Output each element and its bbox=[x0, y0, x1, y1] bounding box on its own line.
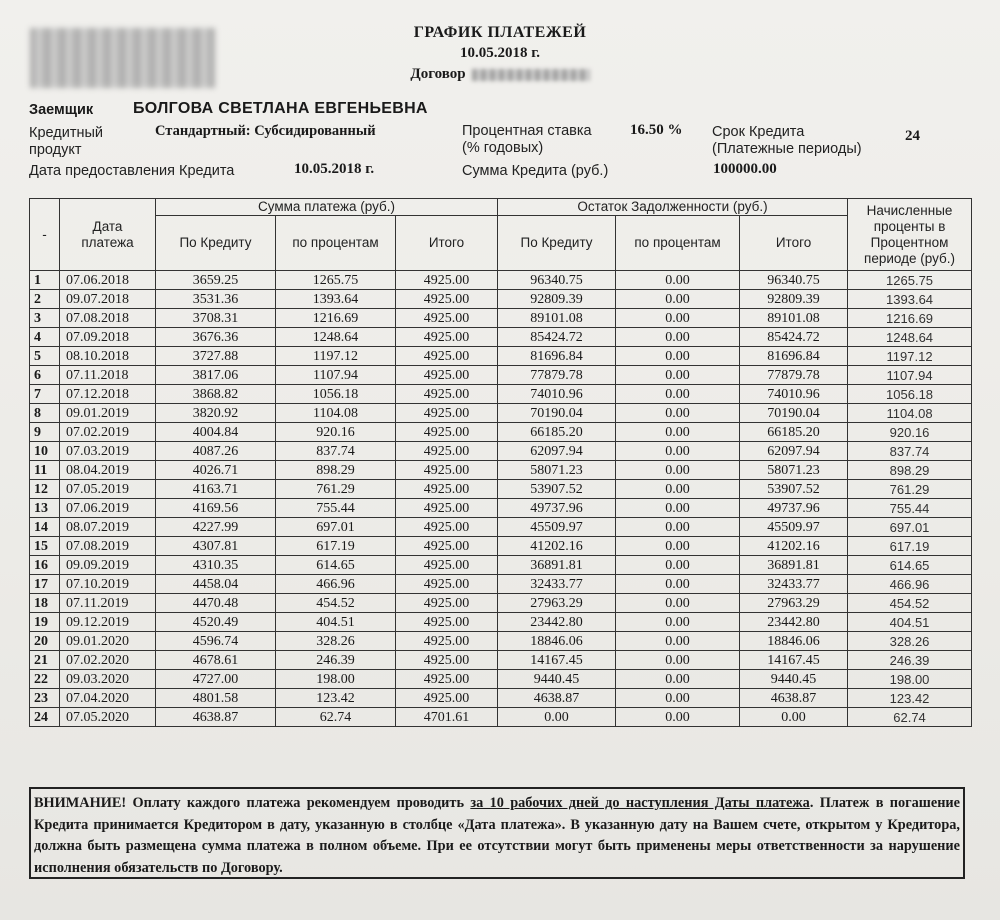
balance-interest: 0.00 bbox=[616, 480, 740, 499]
row-number: 19 bbox=[30, 613, 60, 632]
payment-credit: 4678.61 bbox=[156, 651, 276, 670]
balance-credit: 23442.80 bbox=[498, 613, 616, 632]
table-row bbox=[30, 518, 972, 537]
accrued-interest: 1197.12 bbox=[848, 347, 972, 366]
balance-interest: 0.00 bbox=[616, 385, 740, 404]
accrued-interest: 920.16 bbox=[848, 423, 972, 442]
payment-date: 09.12.2019 bbox=[60, 613, 156, 632]
accrued-interest: 454.52 bbox=[848, 594, 972, 613]
payment-date: 07.04.2020 bbox=[60, 689, 156, 708]
payment-interest: 1216.69 bbox=[276, 309, 396, 328]
balance-interest: 0.00 bbox=[616, 537, 740, 556]
accrued-interest: 1248.64 bbox=[848, 328, 972, 347]
balance-total: 66185.20 bbox=[740, 423, 848, 442]
payment-credit: 4520.49 bbox=[156, 613, 276, 632]
row-number: 12 bbox=[30, 480, 60, 499]
balance-interest: 0.00 bbox=[616, 594, 740, 613]
col-header-balance-interest: по процентам bbox=[616, 216, 740, 271]
payment-total: 4925.00 bbox=[396, 632, 498, 651]
accrued-interest: 466.96 bbox=[848, 575, 972, 594]
table-row bbox=[30, 461, 972, 480]
payment-total: 4925.00 bbox=[396, 366, 498, 385]
payment-credit: 4638.87 bbox=[156, 708, 276, 727]
payment-total: 4925.00 bbox=[396, 670, 498, 689]
group-header-balance: Остаток Задолженности (руб.) bbox=[498, 199, 848, 216]
balance-total: 41202.16 bbox=[740, 537, 848, 556]
accrued-interest: 1393.64 bbox=[848, 290, 972, 309]
payment-interest: 123.42 bbox=[276, 689, 396, 708]
balance-credit: 41202.16 bbox=[498, 537, 616, 556]
table-row bbox=[30, 347, 972, 366]
balance-total: 85424.72 bbox=[740, 328, 848, 347]
redacted-contract-number bbox=[472, 69, 590, 81]
issue-date-label: Дата предоставления Кредита bbox=[29, 163, 235, 179]
accrued-interest: 246.39 bbox=[848, 651, 972, 670]
balance-total: 89101.08 bbox=[740, 309, 848, 328]
term-label: Срок Кредита (Платежные периоды) bbox=[712, 124, 862, 157]
payment-date: 09.07.2018 bbox=[60, 290, 156, 309]
balance-credit: 96340.75 bbox=[498, 271, 616, 290]
balance-credit: 74010.96 bbox=[498, 385, 616, 404]
balance-credit: 36891.81 bbox=[498, 556, 616, 575]
payment-interest: 466.96 bbox=[276, 575, 396, 594]
payment-credit: 4310.35 bbox=[156, 556, 276, 575]
accrued-interest: 404.51 bbox=[848, 613, 972, 632]
payment-interest: 837.74 bbox=[276, 442, 396, 461]
row-number: 6 bbox=[30, 366, 60, 385]
balance-credit: 62097.94 bbox=[498, 442, 616, 461]
row-number: 2 bbox=[30, 290, 60, 309]
payment-interest: 898.29 bbox=[276, 461, 396, 480]
accrued-interest: 328.26 bbox=[848, 632, 972, 651]
balance-total: 74010.96 bbox=[740, 385, 848, 404]
accrued-interest: 1216.69 bbox=[848, 309, 972, 328]
payment-interest: 920.16 bbox=[276, 423, 396, 442]
balance-credit: 18846.06 bbox=[498, 632, 616, 651]
payment-total: 4925.00 bbox=[396, 499, 498, 518]
payment-interest: 62.74 bbox=[276, 708, 396, 727]
payment-interest: 328.26 bbox=[276, 632, 396, 651]
balance-interest: 0.00 bbox=[616, 461, 740, 480]
payment-credit: 3727.88 bbox=[156, 347, 276, 366]
contract-label: Договор bbox=[410, 66, 466, 82]
balance-total: 18846.06 bbox=[740, 632, 848, 651]
notice-text-2: . Платеж в погашение Кредита принимается Кредитором в дату, указанную в столбце «Дата платежа». В указанную дату на Вашем счете, открытом у Кредитора, должна быть размещена сумма платежа в полном объеме. При ее отсутствии могут быть применены меры ответственности за нарушение исполнения обязательств по Договору. bbox=[34, 795, 961, 876]
table-row bbox=[30, 290, 972, 309]
payment-date: 07.09.2018 bbox=[60, 328, 156, 347]
balance-interest: 0.00 bbox=[616, 670, 740, 689]
row-number: 13 bbox=[30, 499, 60, 518]
payment-credit: 4163.71 bbox=[156, 480, 276, 499]
payment-interest: 246.39 bbox=[276, 651, 396, 670]
balance-credit: 85424.72 bbox=[498, 328, 616, 347]
balance-interest: 0.00 bbox=[616, 499, 740, 518]
payment-date: 08.10.2018 bbox=[60, 347, 156, 366]
accrued-interest: 62.74 bbox=[848, 708, 972, 727]
row-number: 22 bbox=[30, 670, 60, 689]
payment-total: 4925.00 bbox=[396, 442, 498, 461]
accrued-interest: 1265.75 bbox=[848, 271, 972, 290]
payment-credit: 4004.84 bbox=[156, 423, 276, 442]
payment-date: 07.06.2019 bbox=[60, 499, 156, 518]
table-row bbox=[30, 556, 972, 575]
payment-credit: 3817.06 bbox=[156, 366, 276, 385]
balance-total: 45509.97 bbox=[740, 518, 848, 537]
balance-credit: 81696.84 bbox=[498, 347, 616, 366]
balance-total: 81696.84 bbox=[740, 347, 848, 366]
table-row bbox=[30, 613, 972, 632]
balance-total: 58071.23 bbox=[740, 461, 848, 480]
table-row bbox=[30, 594, 972, 613]
balance-credit: 45509.97 bbox=[498, 518, 616, 537]
balance-interest: 0.00 bbox=[616, 651, 740, 670]
payment-credit: 4801.58 bbox=[156, 689, 276, 708]
borrower-label: Заемщик bbox=[29, 102, 94, 118]
payment-total: 4925.00 bbox=[396, 651, 498, 670]
payment-date: 07.05.2020 bbox=[60, 708, 156, 727]
payment-interest: 1056.18 bbox=[276, 385, 396, 404]
issue-date-value: 10.05.2018 г. bbox=[294, 161, 375, 177]
payment-interest: 697.01 bbox=[276, 518, 396, 537]
table-row bbox=[30, 404, 972, 423]
payment-total: 4701.61 bbox=[396, 708, 498, 727]
balance-credit: 53907.52 bbox=[498, 480, 616, 499]
accrued-interest: 614.65 bbox=[848, 556, 972, 575]
payment-interest: 1248.64 bbox=[276, 328, 396, 347]
credit-product-value: Стандартный: Субсидированный bbox=[155, 123, 376, 139]
payment-credit: 3531.36 bbox=[156, 290, 276, 309]
row-number: 10 bbox=[30, 442, 60, 461]
row-number: 11 bbox=[30, 461, 60, 480]
balance-interest: 0.00 bbox=[616, 708, 740, 727]
balance-credit: 32433.77 bbox=[498, 575, 616, 594]
borrower-name: БОЛГОВА СВЕТЛАНА ЕВГЕНЬЕВНА bbox=[133, 100, 428, 117]
row-number: 7 bbox=[30, 385, 60, 404]
row-number: 24 bbox=[30, 708, 60, 727]
payment-interest: 1265.75 bbox=[276, 271, 396, 290]
payment-schedule-table bbox=[29, 198, 972, 727]
payment-credit: 4169.56 bbox=[156, 499, 276, 518]
table-row bbox=[30, 423, 972, 442]
payment-total: 4925.00 bbox=[396, 689, 498, 708]
table-row bbox=[30, 442, 972, 461]
interest-rate-value: 16.50 % bbox=[630, 122, 683, 138]
payment-date: 09.03.2020 bbox=[60, 670, 156, 689]
balance-credit: 70190.04 bbox=[498, 404, 616, 423]
payment-total: 4925.00 bbox=[396, 290, 498, 309]
loan-amount-value: 100000.00 bbox=[713, 161, 777, 177]
balance-interest: 0.00 bbox=[616, 366, 740, 385]
row-number: 14 bbox=[30, 518, 60, 537]
schedule-body bbox=[30, 271, 972, 727]
table-row bbox=[30, 366, 972, 385]
balance-total: 9440.45 bbox=[740, 670, 848, 689]
payment-date: 07.03.2019 bbox=[60, 442, 156, 461]
col-header-payment-interest: по процентам bbox=[276, 216, 396, 271]
payment-total: 4925.00 bbox=[396, 347, 498, 366]
accrued-interest: 1056.18 bbox=[848, 385, 972, 404]
balance-credit: 89101.08 bbox=[498, 309, 616, 328]
balance-credit: 92809.39 bbox=[498, 290, 616, 309]
payment-interest: 1393.64 bbox=[276, 290, 396, 309]
accrued-interest: 837.74 bbox=[848, 442, 972, 461]
table-row bbox=[30, 309, 972, 328]
balance-total: 32433.77 bbox=[740, 575, 848, 594]
loan-amount-label: Сумма Кредита (руб.) bbox=[462, 163, 609, 179]
col-header-payment-total: Итого bbox=[396, 216, 498, 271]
balance-interest: 0.00 bbox=[616, 404, 740, 423]
balance-total: 4638.87 bbox=[740, 689, 848, 708]
table-row bbox=[30, 499, 972, 518]
payment-credit: 4458.04 bbox=[156, 575, 276, 594]
payment-total: 4925.00 bbox=[396, 385, 498, 404]
row-number: 1 bbox=[30, 271, 60, 290]
accrued-interest: 898.29 bbox=[848, 461, 972, 480]
balance-total: 77879.78 bbox=[740, 366, 848, 385]
payment-interest: 617.19 bbox=[276, 537, 396, 556]
row-number: 3 bbox=[30, 309, 60, 328]
balance-interest: 0.00 bbox=[616, 613, 740, 632]
payment-total: 4925.00 bbox=[396, 309, 498, 328]
payment-total: 4925.00 bbox=[396, 328, 498, 347]
balance-interest: 0.00 bbox=[616, 689, 740, 708]
payment-interest: 404.51 bbox=[276, 613, 396, 632]
col-header-balance-credit: По Кредиту bbox=[498, 216, 616, 271]
payment-credit: 4026.71 bbox=[156, 461, 276, 480]
row-number: 21 bbox=[30, 651, 60, 670]
term-value: 24 bbox=[905, 128, 920, 144]
balance-interest: 0.00 bbox=[616, 347, 740, 366]
balance-interest: 0.00 bbox=[616, 328, 740, 347]
table-row bbox=[30, 328, 972, 347]
payment-date: 07.05.2019 bbox=[60, 480, 156, 499]
payment-date: 07.08.2018 bbox=[60, 309, 156, 328]
payment-interest: 1197.12 bbox=[276, 347, 396, 366]
payment-total: 4925.00 bbox=[396, 423, 498, 442]
balance-total: 92809.39 bbox=[740, 290, 848, 309]
accrued-interest: 755.44 bbox=[848, 499, 972, 518]
payment-date: 08.04.2019 bbox=[60, 461, 156, 480]
payment-date: 07.10.2019 bbox=[60, 575, 156, 594]
payment-date: 07.08.2019 bbox=[60, 537, 156, 556]
balance-interest: 0.00 bbox=[616, 575, 740, 594]
balance-credit: 14167.45 bbox=[498, 651, 616, 670]
payment-date: 09.01.2020 bbox=[60, 632, 156, 651]
balance-interest: 0.00 bbox=[616, 556, 740, 575]
notice-box bbox=[29, 787, 965, 879]
accrued-interest: 761.29 bbox=[848, 480, 972, 499]
payment-interest: 198.00 bbox=[276, 670, 396, 689]
row-number: 5 bbox=[30, 347, 60, 366]
payment-date: 09.09.2019 bbox=[60, 556, 156, 575]
payment-total: 4925.00 bbox=[396, 537, 498, 556]
payment-date: 08.07.2019 bbox=[60, 518, 156, 537]
balance-total: 62097.94 bbox=[740, 442, 848, 461]
accrued-interest: 697.01 bbox=[848, 518, 972, 537]
payment-date: 07.11.2018 bbox=[60, 366, 156, 385]
table-row bbox=[30, 537, 972, 556]
payment-interest: 454.52 bbox=[276, 594, 396, 613]
balance-interest: 0.00 bbox=[616, 632, 740, 651]
col-header-balance-total: Итого bbox=[740, 216, 848, 271]
balance-credit: 58071.23 bbox=[498, 461, 616, 480]
table-row bbox=[30, 651, 972, 670]
balance-credit: 27963.29 bbox=[498, 594, 616, 613]
payment-total: 4925.00 bbox=[396, 556, 498, 575]
payment-interest: 755.44 bbox=[276, 499, 396, 518]
table-row bbox=[30, 670, 972, 689]
balance-total: 96340.75 bbox=[740, 271, 848, 290]
accrued-interest: 617.19 bbox=[848, 537, 972, 556]
payment-date: 07.06.2018 bbox=[60, 271, 156, 290]
payment-credit: 4087.26 bbox=[156, 442, 276, 461]
payment-date: 07.12.2018 bbox=[60, 385, 156, 404]
table-row bbox=[30, 385, 972, 404]
group-header-payment: Сумма платежа (руб.) bbox=[156, 199, 498, 216]
balance-credit: 77879.78 bbox=[498, 366, 616, 385]
balance-total: 0.00 bbox=[740, 708, 848, 727]
payment-interest: 1104.08 bbox=[276, 404, 396, 423]
payment-credit: 4727.00 bbox=[156, 670, 276, 689]
balance-credit: 66185.20 bbox=[498, 423, 616, 442]
row-number: 18 bbox=[30, 594, 60, 613]
balance-interest: 0.00 bbox=[616, 423, 740, 442]
notice-underlined: за 10 рабочих дней до наступления Даты платежа bbox=[470, 795, 810, 811]
payment-total: 4925.00 bbox=[396, 575, 498, 594]
payment-total: 4925.00 bbox=[396, 518, 498, 537]
payment-credit: 3659.25 bbox=[156, 271, 276, 290]
balance-interest: 0.00 bbox=[616, 518, 740, 537]
notice-attention: ВНИМАНИЕ! bbox=[34, 795, 127, 811]
balance-credit: 0.00 bbox=[498, 708, 616, 727]
payment-total: 4925.00 bbox=[396, 594, 498, 613]
row-number: 8 bbox=[30, 404, 60, 423]
balance-total: 36891.81 bbox=[740, 556, 848, 575]
row-number: 15 bbox=[30, 537, 60, 556]
payment-credit: 4307.81 bbox=[156, 537, 276, 556]
balance-credit: 49737.96 bbox=[498, 499, 616, 518]
balance-total: 27963.29 bbox=[740, 594, 848, 613]
payment-credit: 4227.99 bbox=[156, 518, 276, 537]
row-number: 4 bbox=[30, 328, 60, 347]
row-number: 9 bbox=[30, 423, 60, 442]
table-row bbox=[30, 689, 972, 708]
payment-interest: 761.29 bbox=[276, 480, 396, 499]
payment-credit: 3868.82 bbox=[156, 385, 276, 404]
row-number: 23 bbox=[30, 689, 60, 708]
col-header-number: - bbox=[30, 199, 60, 271]
credit-product-label: Кредитный продукт bbox=[29, 125, 103, 158]
payment-date: 09.01.2019 bbox=[60, 404, 156, 423]
payment-credit: 3820.92 bbox=[156, 404, 276, 423]
contract-line bbox=[0, 66, 1000, 83]
balance-total: 70190.04 bbox=[740, 404, 848, 423]
balance-interest: 0.00 bbox=[616, 271, 740, 290]
balance-credit: 4638.87 bbox=[498, 689, 616, 708]
document-date: 10.05.2018 г. bbox=[459, 45, 541, 61]
payment-total: 4925.00 bbox=[396, 271, 498, 290]
payment-credit: 3708.31 bbox=[156, 309, 276, 328]
payment-credit: 4596.74 bbox=[156, 632, 276, 651]
document-title: ГРАФИК ПЛАТЕЖЕЙ bbox=[413, 24, 587, 41]
balance-interest: 0.00 bbox=[616, 309, 740, 328]
balance-total: 14167.45 bbox=[740, 651, 848, 670]
interest-rate-label: Процентная ставка (% годовых) bbox=[462, 123, 592, 156]
payment-total: 4925.00 bbox=[396, 480, 498, 499]
balance-interest: 0.00 bbox=[616, 442, 740, 461]
table-row bbox=[30, 632, 972, 651]
balance-total: 53907.52 bbox=[740, 480, 848, 499]
col-header-payment-credit: По Кредиту bbox=[156, 216, 276, 271]
balance-credit: 9440.45 bbox=[498, 670, 616, 689]
payment-date: 07.02.2019 bbox=[60, 423, 156, 442]
row-number: 16 bbox=[30, 556, 60, 575]
payment-total: 4925.00 bbox=[396, 461, 498, 480]
col-header-accrued-interest: Начисленные проценты в Процентном периоде (руб.) bbox=[848, 199, 972, 271]
balance-interest: 0.00 bbox=[616, 290, 740, 309]
notice-text-1: Оплату каждого платежа рекомендуем проводить bbox=[126, 795, 471, 811]
payment-interest: 1107.94 bbox=[276, 366, 396, 385]
balance-total: 23442.80 bbox=[740, 613, 848, 632]
row-number: 17 bbox=[30, 575, 60, 594]
payment-date: 07.02.2020 bbox=[60, 651, 156, 670]
payment-interest: 614.65 bbox=[276, 556, 396, 575]
accrued-interest: 1107.94 bbox=[848, 366, 972, 385]
accrued-interest: 1104.08 bbox=[848, 404, 972, 423]
table-row bbox=[30, 708, 972, 727]
payment-credit: 3676.36 bbox=[156, 328, 276, 347]
balance-total: 49737.96 bbox=[740, 499, 848, 518]
payment-credit: 4470.48 bbox=[156, 594, 276, 613]
payment-date: 07.11.2019 bbox=[60, 594, 156, 613]
table-row bbox=[30, 271, 972, 290]
accrued-interest: 198.00 bbox=[848, 670, 972, 689]
payment-total: 4925.00 bbox=[396, 404, 498, 423]
row-number: 20 bbox=[30, 632, 60, 651]
payment-total: 4925.00 bbox=[396, 613, 498, 632]
table-row bbox=[30, 575, 972, 594]
accrued-interest: 123.42 bbox=[848, 689, 972, 708]
table-row bbox=[30, 480, 972, 499]
col-header-date: Дата платежа bbox=[60, 199, 156, 271]
